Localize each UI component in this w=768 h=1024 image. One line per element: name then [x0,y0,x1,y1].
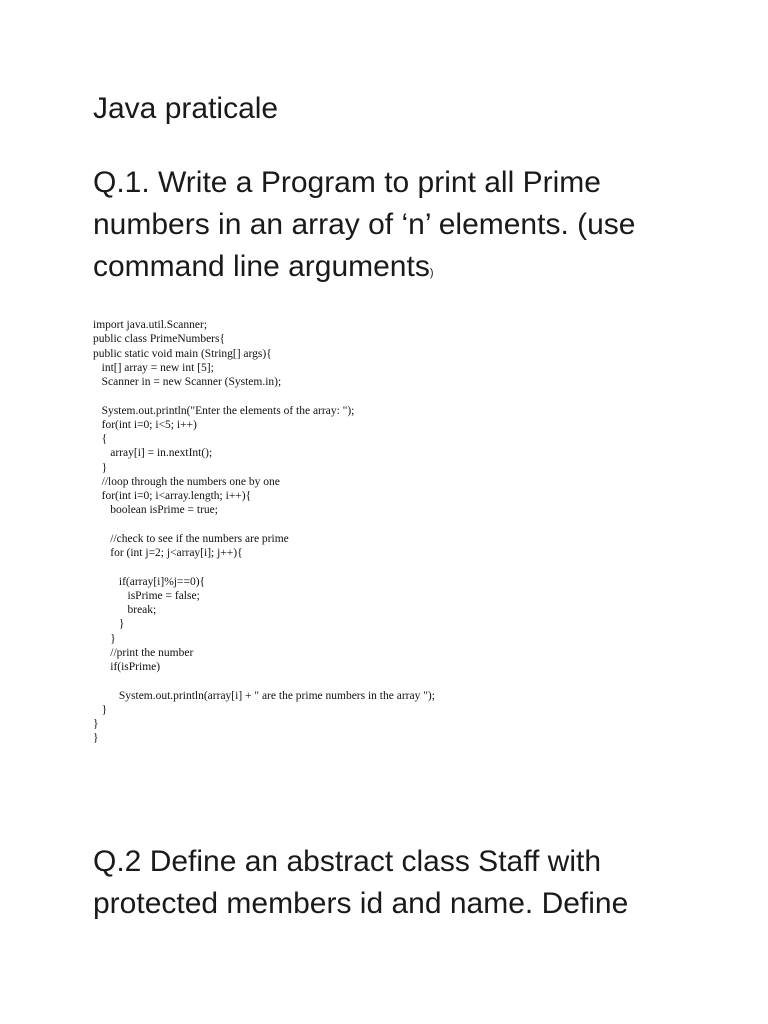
code-line [93,389,435,403]
question-1-closing-paren: ) [429,267,434,279]
code-line: array[i] = in.nextInt(); [93,447,213,460]
code-line: break; [93,604,157,616]
document-title: Java praticale [93,92,279,125]
code-line: } [93,618,125,631]
code-line: //loop through the numbers one by one [93,475,280,488]
code-line: public class PrimeNumbers{ [93,333,225,346]
code-line [93,560,435,574]
code-line: } [93,732,99,745]
code-line: System.out.println(array[i] + " are the prime numbers in the array "); [93,689,435,702]
question-1-line: Q.1. Write a Program to print all Prime [93,166,601,199]
question-2-line: protected members id and name. Define [93,887,629,920]
question-1-line-text: command line arguments [93,250,430,283]
code-line: } [93,703,108,716]
code-line: } [93,718,99,730]
code-line: import java.util.Scanner; [93,319,208,331]
question-2 [93,841,753,925]
code-line: //check to see if the numbers are prime [93,532,289,545]
code-line: { [93,433,108,445]
code-line: for(int i=0; i<5; i++) [93,418,197,431]
code-listing [93,318,435,746]
code-line: if(isPrime) [93,661,161,673]
code-line: for(int i=0; i<array.length; i++){ [93,490,252,502]
code-line [93,674,435,688]
code-line: } [93,632,116,645]
code-line: public static void main (String[] args){ [93,347,272,360]
code-line: int[] array = new int [5]; [93,361,214,374]
question-2-line: Q.2 Define an abstract class Staff with [93,845,602,878]
code-line [93,518,435,532]
code-line: //print the number [93,646,194,659]
code-line: if(array[i]%j==0){ [93,575,206,588]
question-1 [93,162,753,294]
code-line: Scanner in = new Scanner (System.in); [93,376,282,388]
question-1-line: numbers in an array of ‘n’ elements. (use [93,208,636,241]
code-line: for (int j=2; j<array[i]; j++){ [93,547,243,559]
question-1-line [93,246,753,294]
code-line: System.out.println("Enter the elements of the array: "); [93,404,355,417]
code-line: } [93,461,108,474]
code-line: boolean isPrime = true; [93,504,218,517]
code-line: isPrime = false; [93,589,200,602]
